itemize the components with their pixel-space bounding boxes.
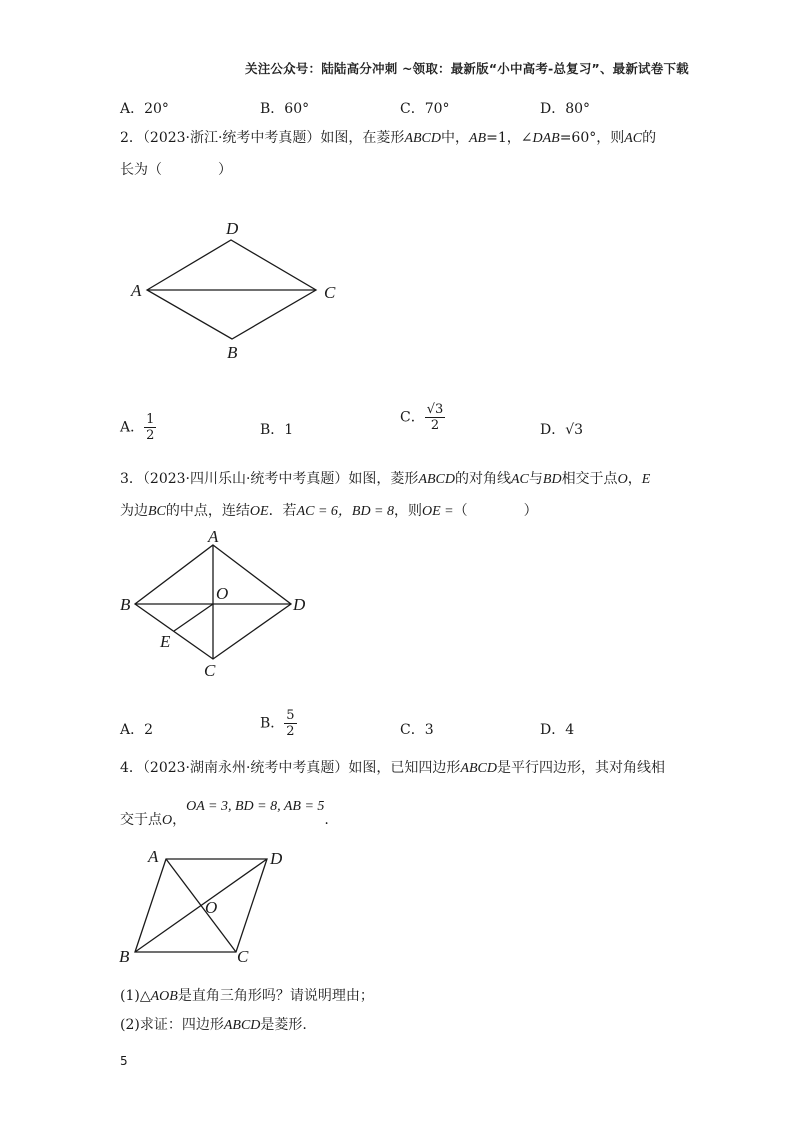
q2-suffix: 的 [642, 130, 657, 146]
q4-o: O [162, 813, 173, 828]
q2-abcd: ABCD [404, 131, 441, 146]
q4-stem-line1 [120, 753, 665, 784]
q2-cond1: AB [469, 131, 487, 146]
q3-stem-line2 [120, 496, 538, 527]
q3-mid2: 相交于点 [561, 471, 618, 487]
q3-label-c: C [204, 661, 216, 680]
q4-abcd: ABCD [460, 761, 497, 776]
q3-abcd: ABCD [418, 472, 455, 487]
q1-option-c: C．70° [400, 101, 450, 117]
q3-option-d: D．4 [540, 722, 575, 738]
q4-stem-line2 [120, 799, 329, 836]
q1-option-a: A．20° [120, 101, 169, 117]
q2-figure [130, 219, 336, 362]
q4-line2-c: . [324, 812, 329, 828]
q4-label-o: O [205, 898, 218, 917]
q4-line1: 4．（2023·湖南永州·统考中考真题）如图，已知四边形 [120, 760, 461, 776]
q2-cond2: ∠DAB [520, 131, 560, 146]
q3-label-o: O [216, 584, 229, 603]
q3-oe: OE [249, 504, 269, 519]
q4-line2-a: 交于点 [120, 812, 162, 828]
q4-sub2-abcd: ABCD [223, 1018, 261, 1033]
q4-label-b: B [119, 947, 130, 966]
q4-sub1-a: (1) [120, 988, 140, 1004]
q2-label-c: C [324, 283, 336, 302]
q2-option-a-num: 1 [146, 412, 155, 427]
q3-prefix: 3．（2023·四川乐山·统考中考真题）如图，菱形 [120, 471, 419, 487]
q1-option-b: B．60° [260, 101, 310, 117]
q4-label-a: A [148, 847, 159, 866]
q2-option-c-label: C． [400, 409, 425, 426]
page-number: 5 [120, 1054, 128, 1068]
q3-mid1: 的对角线 [455, 471, 511, 487]
q4-sub1-tri: △AOB [139, 989, 178, 1004]
q4-sub2 [120, 1010, 307, 1041]
q2-ac: AC [624, 131, 643, 146]
q3-and: 与 [528, 471, 543, 487]
q3-option-c: C．3 [400, 722, 434, 738]
q4-line2-b: ， [172, 812, 187, 828]
q3-o: O [617, 472, 628, 487]
q2-option-a-den: 2 [146, 428, 155, 443]
q2-label-a: A [131, 281, 142, 300]
q3-bd: BD [542, 472, 562, 487]
q2-option-c-fraction [425, 402, 446, 433]
q4-sub1 [120, 981, 374, 1012]
q4-line1-b: 是平行四边形，其对角线相 [497, 760, 665, 776]
page-header: 关注公众号：陆陆高分冲刺 ~领取：最新版“小中高考-总复习”、最新试卷下载 [245, 61, 689, 76]
q2-option-a-fraction [144, 412, 156, 443]
q4-figure [119, 847, 283, 966]
q3-comma: ， [627, 471, 642, 487]
q2-option-a [120, 412, 156, 443]
q1-option-d: D．80° [540, 101, 591, 117]
q3-option-b-num: 5 [286, 708, 295, 723]
q2-label-b: B [227, 343, 238, 362]
q2-cond1-val: =1， [486, 130, 521, 146]
q3-label-d: D [293, 595, 306, 614]
q2-label-d: D [226, 219, 239, 238]
q3-option-b-label: B． [260, 715, 285, 732]
q4-sub2-b: 是菱形. [260, 1017, 307, 1033]
q3-figure [120, 527, 306, 680]
q2-option-d-label: D． [540, 422, 566, 438]
q3-oe-eq: OE = [422, 504, 454, 519]
q3-line2-b: 的中点，连结 [165, 503, 250, 519]
q2-mid1: 中， [441, 130, 469, 146]
q3-option-a: A．2 [120, 722, 154, 738]
q2-option-c-den: 2 [430, 418, 440, 433]
q2-option-c [400, 402, 445, 433]
q2-option-a-label: A． [120, 419, 145, 436]
q3-e: E [641, 472, 651, 487]
q3-line2-c: ．若 [268, 503, 297, 519]
q3-stem-line1 [120, 464, 650, 495]
q2-stem-line2: 长为（ ） [120, 162, 232, 178]
q3-option-b-den: 2 [286, 724, 295, 739]
q3-option-b-fraction [284, 708, 296, 739]
q2-cond2-val: =60°，则 [559, 130, 625, 146]
q2-option-c-num: √3 [426, 402, 444, 417]
q4-label-c: C [237, 947, 249, 966]
q3-segment-oe [174, 604, 213, 631]
q2-option-b: B．1 [260, 422, 294, 438]
q3-label-e: E [160, 632, 171, 651]
q4-sub1-b: 是直角三角形吗？请说明理由； [177, 988, 374, 1004]
q4-cond: OA = 3, BD = 8, AB = 5 [186, 799, 325, 814]
q3-line2-d: ，则 [394, 503, 423, 519]
q2-option-d [540, 419, 583, 439]
q3-label-a: A [208, 527, 219, 546]
q4-label-d: D [270, 849, 283, 868]
q2-option-d-value: √3 [565, 422, 584, 438]
q3-line2-e: （ ） [453, 503, 538, 519]
q4-diagonal-bd [135, 859, 267, 952]
q4-sub2-a: (2)求证：四边形 [120, 1017, 224, 1033]
q3-bc: BC [148, 504, 166, 519]
q3-label-b: B [120, 595, 131, 614]
q3-option-b [260, 708, 297, 739]
q3-line2-a: 为边 [120, 503, 148, 519]
q3-cond: AC = 6，BD = 8 [296, 504, 395, 519]
q2-prefix: 2．（2023·浙江·统考中考真题）如图，在菱形 [120, 130, 405, 146]
q3-ac: AC [511, 472, 529, 487]
